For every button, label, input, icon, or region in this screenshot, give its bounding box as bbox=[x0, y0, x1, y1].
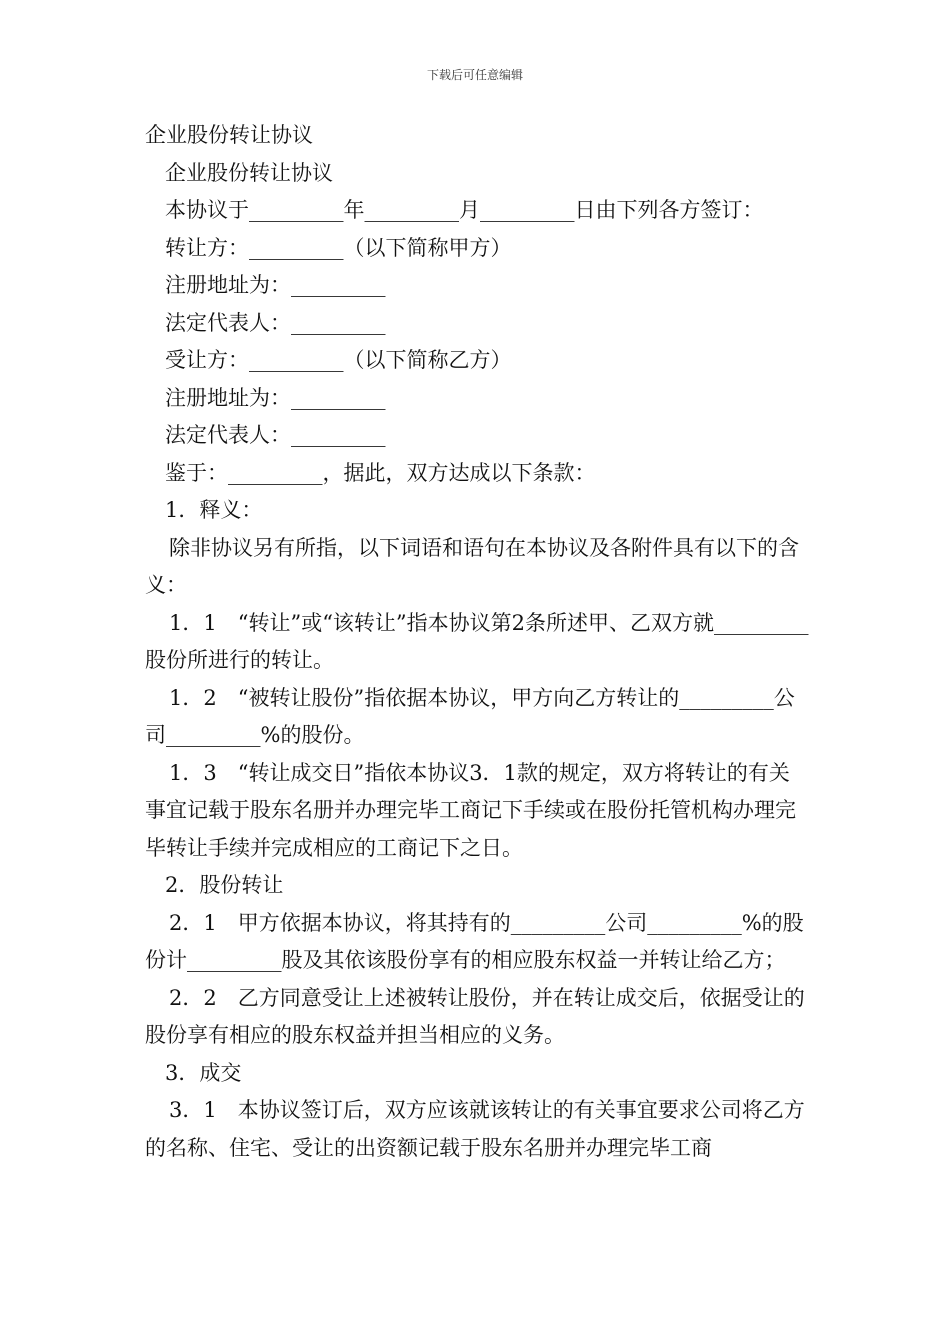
paragraph: 除非协议另有所指，以下词语和语句在本协议及各附件具有以下的含义： bbox=[145, 535, 799, 597]
document-body bbox=[145, 117, 810, 1167]
paragraph: 受让方：_________（以下简称乙方） bbox=[165, 348, 512, 372]
paragraph: 本协议于_________年_________月_________日由下列各方签订： bbox=[165, 198, 764, 222]
paragraph: 鉴于：_________，据此，双方达成以下条款： bbox=[165, 460, 596, 485]
clause: 2．2 乙方同意受让上述被转让股份，并在转让成交后，依据受让的股份享有相应的股东权益并担当相应的义务。 bbox=[145, 985, 805, 1047]
paragraph: 注册地址为：_________ bbox=[165, 385, 386, 410]
paragraph: 转让方：_________（以下简称甲方） bbox=[165, 235, 512, 260]
clause: 3．1 本协议签订后，双方应该就该转让的有关事宜要求公司将乙方的名称、住宅、受让的出资额记载于股东名册并办理完毕工商 bbox=[145, 1098, 805, 1160]
paragraph: 企业股份转让协议 bbox=[165, 160, 333, 185]
section-heading: 2．股份转让 bbox=[165, 873, 284, 897]
section-heading: 3．成交 bbox=[165, 1060, 242, 1085]
clause: 1．1 “转让”或“该转让”指本协议第2条所述甲、乙双方就_________股份所进行的转让。 bbox=[145, 610, 809, 672]
paragraph: 法定代表人：_________ bbox=[165, 423, 386, 447]
clause: 1．2 “被转让股份”指依据本协议，甲方向乙方转让的_________公司_________%的股份。 bbox=[145, 685, 795, 747]
clause: 2．1 甲方依据本协议，将其持有的_________公司_________%的股份计_________股及其依该股份享有的相应股东权益一并转让给乙方； bbox=[145, 910, 804, 972]
section-heading: 1．释义： bbox=[165, 498, 263, 522]
paragraph: 注册地址为：_________ bbox=[165, 273, 386, 297]
clause: 1．3 “转让成交日”指依本协议3．1款的规定，双方将转让的有关事宜记载于股东名册并办理完毕工商记下手续或在股份托管机构办理完毕转让手续并完成相应的工商记下之日。 bbox=[145, 760, 796, 860]
paragraph: 法定代表人：_________ bbox=[165, 310, 386, 335]
header-note: 下载后可任意编辑 bbox=[426, 68, 523, 82]
document-title: 企业股份转让协议 bbox=[145, 123, 313, 147]
